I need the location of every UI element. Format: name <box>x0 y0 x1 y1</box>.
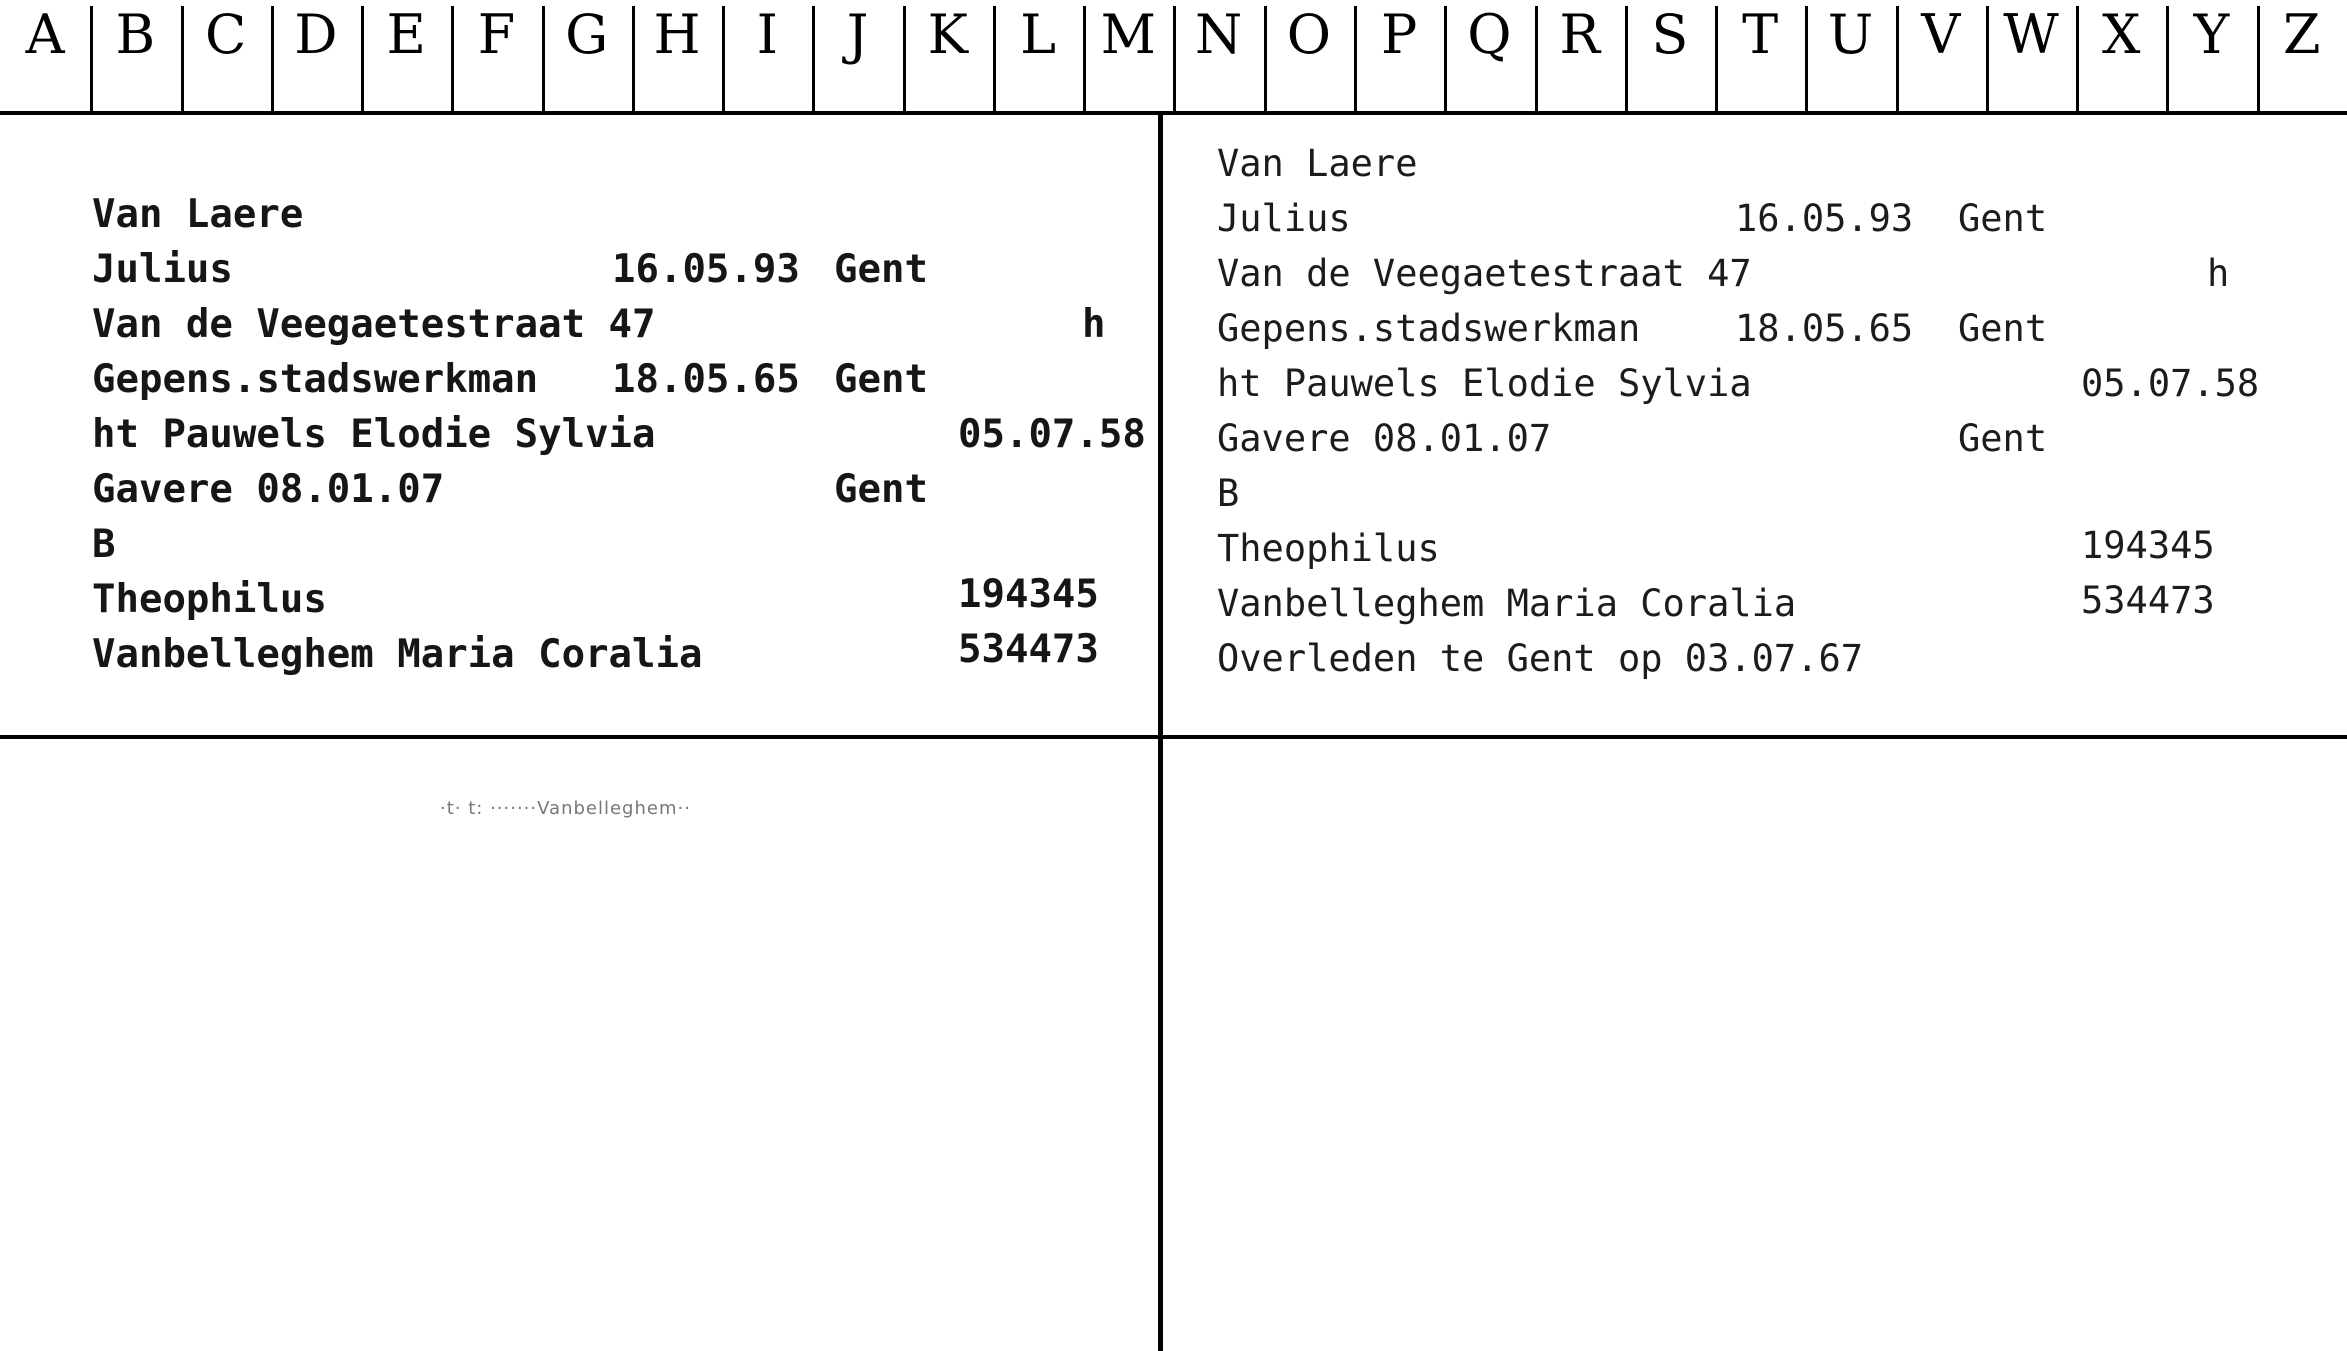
birth-place: Gent <box>1958 197 2048 240</box>
spouse-place: Gent <box>1958 417 2048 460</box>
address-mark: h <box>1082 302 1106 347</box>
mother: Vanbelleghem Maria Coralia <box>1217 582 1797 625</box>
birth-place: Gent <box>834 247 928 292</box>
address-mark: h <box>2207 252 2230 295</box>
father: Theophilus <box>1217 527 1440 570</box>
index-letter-n: N <box>1173 0 1263 111</box>
father-number: 194345 <box>958 572 1099 617</box>
occupation-place: Gent <box>834 357 928 402</box>
index-letter-l: L <box>993 0 1083 111</box>
address: Van de Veegaetestraat 47 <box>92 302 656 347</box>
index-letter-s: S <box>1625 0 1715 111</box>
spouse-origin: Gavere 08.01.07 <box>1217 417 1552 460</box>
birth-date: 16.05.93 <box>1735 197 1914 240</box>
firstname: Julius <box>1217 197 1351 240</box>
index-letter-u: U <box>1805 0 1895 111</box>
mother-number: 534473 <box>958 627 1099 672</box>
horizontal-divider <box>0 735 2347 739</box>
faint-bleed-through-text: ·t· t: ·······Vanbelleghem·· <box>440 798 691 819</box>
index-letter-c: C <box>181 0 271 111</box>
spouse: ht Pauwels Elodie Sylvia <box>92 412 656 457</box>
index-letter-r: R <box>1535 0 1625 111</box>
surname: Van Laere <box>1217 142 1418 185</box>
occupation: Gepens.stadswerkman <box>1217 307 1641 350</box>
spouse: ht Pauwels Elodie Sylvia <box>1217 362 1752 405</box>
occupation: Gepens.stadswerkman <box>92 357 539 402</box>
spouse-date: 05.07.58 <box>2081 362 2260 405</box>
index-letter-t: T <box>1715 0 1805 111</box>
index-letter-m: M <box>1083 0 1173 111</box>
index-letter-o: O <box>1264 0 1354 111</box>
index-letter-b: B <box>90 0 180 111</box>
address: Van de Veegaetestraat 47 <box>1217 252 1752 295</box>
mother: Vanbelleghem Maria Coralia <box>92 632 703 677</box>
mother-number: 534473 <box>2081 579 2215 622</box>
father: Theophilus <box>92 577 327 622</box>
spouse-place: Gent <box>834 467 928 512</box>
firstname: Julius <box>92 247 233 292</box>
index-letter-q: Q <box>1444 0 1534 111</box>
index-letter-h: H <box>632 0 722 111</box>
occupation-date: 18.05.65 <box>1735 307 1914 350</box>
birth-date: 16.05.93 <box>612 247 800 292</box>
blank-card-right <box>1163 739 2347 1351</box>
surname: Van Laere <box>92 192 304 237</box>
index-letter-i: I <box>722 0 812 111</box>
status: B <box>1217 472 1240 515</box>
record-card-right <box>1163 115 2347 735</box>
index-letter-k: K <box>903 0 993 111</box>
vertical-divider <box>1158 115 1163 1351</box>
occupation-date: 18.05.65 <box>612 357 800 402</box>
spouse-date: 05.07.58 <box>958 412 1146 457</box>
index-letter-p: P <box>1354 0 1444 111</box>
index-letter-v: V <box>1896 0 1986 111</box>
death-note: Overleden te Gent op 03.07.67 <box>1217 637 1864 680</box>
status: B <box>92 522 116 567</box>
index-letter-g: G <box>542 0 632 111</box>
index-letter-e: E <box>361 0 451 111</box>
index-letter-w: W <box>1986 0 2076 111</box>
index-letter-z: Z <box>2257 0 2347 111</box>
alphabet-index <box>0 0 2347 115</box>
spouse-origin: Gavere 08.01.07 <box>92 467 445 512</box>
index-letter-x: X <box>2076 0 2166 111</box>
blank-card-left <box>0 739 1158 1351</box>
occupation-place: Gent <box>1958 307 2048 350</box>
index-letter-f: F <box>451 0 541 111</box>
father-number: 194345 <box>2081 524 2215 567</box>
record-card-left <box>0 115 1158 735</box>
index-letter-a: A <box>25 3 65 66</box>
index-letter-d: D <box>271 0 361 111</box>
index-letter-y: Y <box>2166 0 2256 111</box>
index-letter-j: J <box>812 0 902 111</box>
